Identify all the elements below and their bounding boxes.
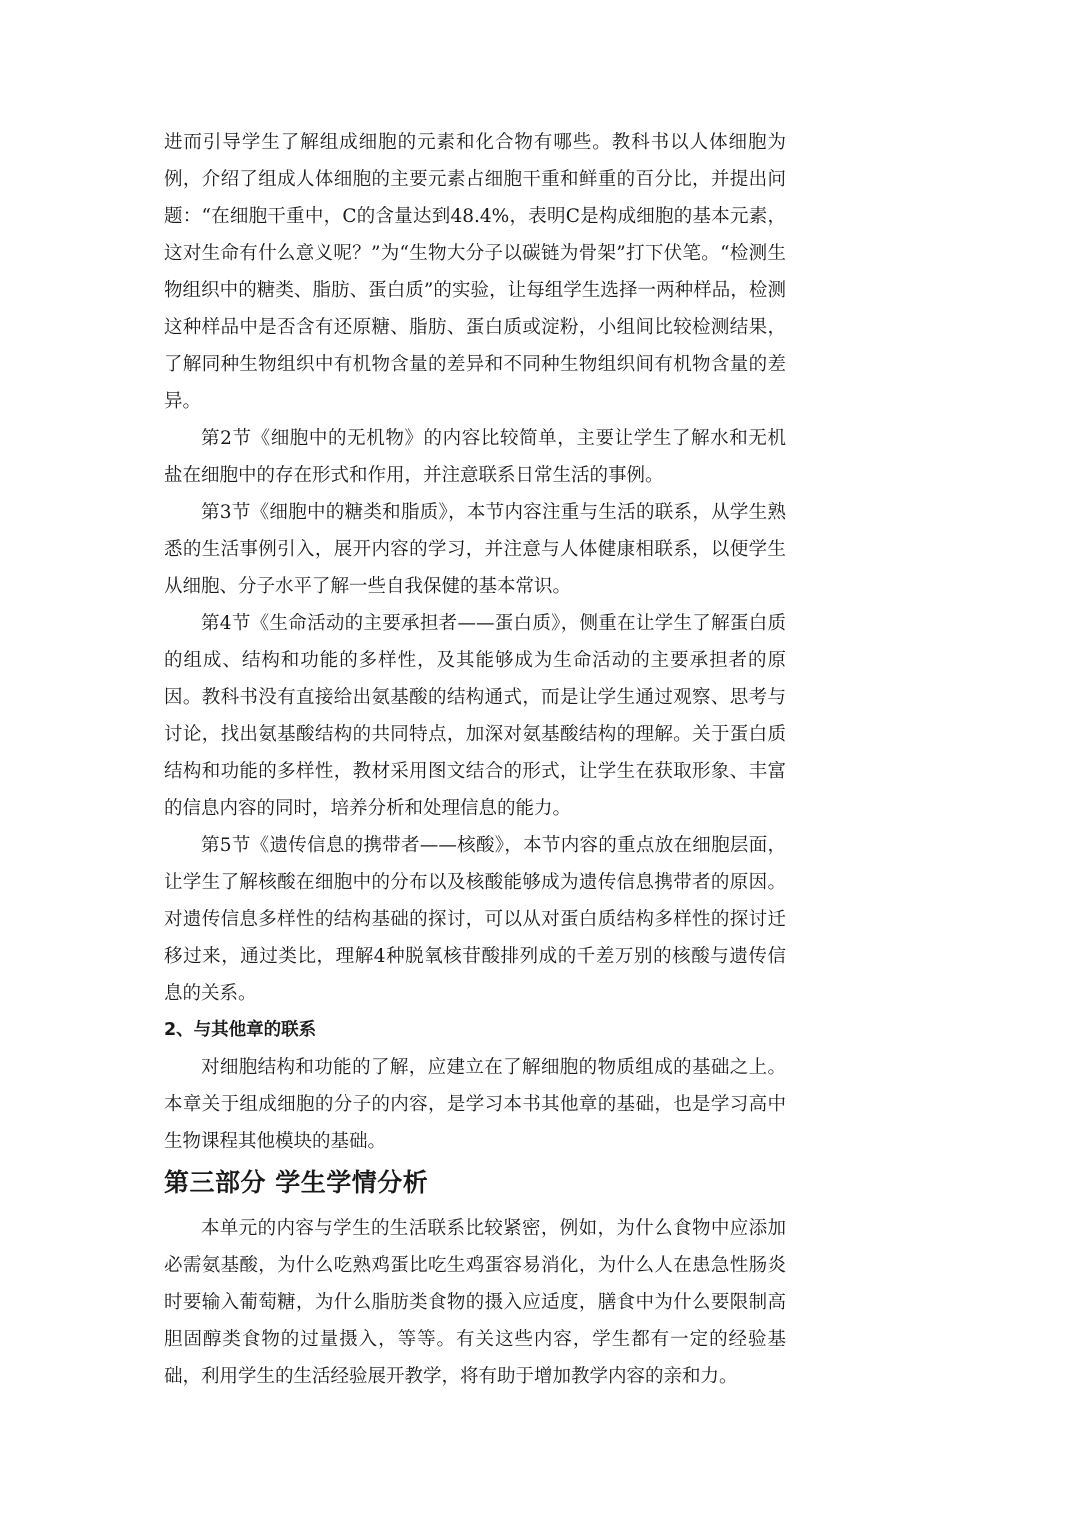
paragraph-analysis: 本单元的内容与学生的生活联系比较紧密，例如，为什么食物中应添加必需氨基酸，为什么吃熟鸡蛋比吃生鸡蛋容易消化，为什么人在患急性肠炎时要输入葡萄糖，为什么脂肪类食物的摄入应适度，膳食中为什么要限制高胆固醇类食物的过量摄入，等等。有关这些内容，学生都有一定的经验基础，利用学生的生活经验展开教学，将有助于增加教学内容的亲和力。 [164,1218,786,1387]
paragraph-links: 对细胞结构和功能的了解，应建立在了解细胞的物质组成的基础之上。本章关于组成细胞的分子的内容，是学习本书其他章的基础，也是学习高中生物课程其他模块的基础。 [164,1057,786,1152]
paragraph-section-2: 第2节《细胞中的无机物》的内容比较简单，主要让学生了解水和无机盐在细胞中的存在形式和作用，并注意联系日常生活的事例。 [164,428,786,486]
paragraph-section-5: 第5节《遗传信息的携带者——核酸》，本节内容的重点放在细胞层面，让学生了解核酸在细胞中的分布以及核酸能够成为遗传信息携带者的原因。对遗传信息多样性的结构基础的探讨，可以从对蛋白质结构多样性的探讨迁移过来，通过类比，理解4种脱氧核苷酸排列成的千差万别的核酸与遗传信息的关系。 [164,835,786,1004]
subheading-links: 2、与其他章的联系 [164,1020,317,1040]
section-heading: 第三部分 学生学情分析 [164,1168,429,1197]
paragraph-section-4: 第4节《生命活动的主要承担者——蛋白质》，侧重在让学生了解蛋白质的组成、结构和功能的多样性，及其能够成为生命活动的主要承担者的原因。教科书没有直接给出氨基酸的结构通式，而是让学生通过观察、思考与讨论，找出氨基酸结构的共同特点，加深对氨基酸结构的理解。关于蛋白质结构和功能的多样性，教材采用图文结合的形式，让学生在获取形象、丰富的信息内容的同时，培养分析和处理信息的能力。 [164,613,786,819]
paragraph-section-3: 第3节《细胞中的糖类和脂质》，本节内容注重与生活的联系，从学生熟悉的生活事例引入，展开内容的学习，并注意与人体健康相联系，以便学生从细胞、分子水平了解一些自我保健的基本常识。 [164,502,786,597]
document-body [164,124,786,1395]
paragraph-intro: 进而引导学生了解组成细胞的元素和化合物有哪些。教科书以人体细胞为例，介绍了组成人体细胞的主要元素占细胞干重和鲜重的百分比，并提出问题：“在细胞干重中，C的含量达到48.4%，表明C是构成细胞的基本元素，这对生命有什么意义呢？”为“生物大分子以碳链为骨架”打下伏笔。“检测生物组织中的糖类、脂肪、蛋白质”的实验，让每组学生选择一两种样品，检测这种样品中是否含有还原糖、脂肪、蛋白质或淀粉，小组间比较检测结果，了解同种生物组织中有机物含量的差异和不同种生物组织间有机物含量的差异。 [164,132,786,412]
